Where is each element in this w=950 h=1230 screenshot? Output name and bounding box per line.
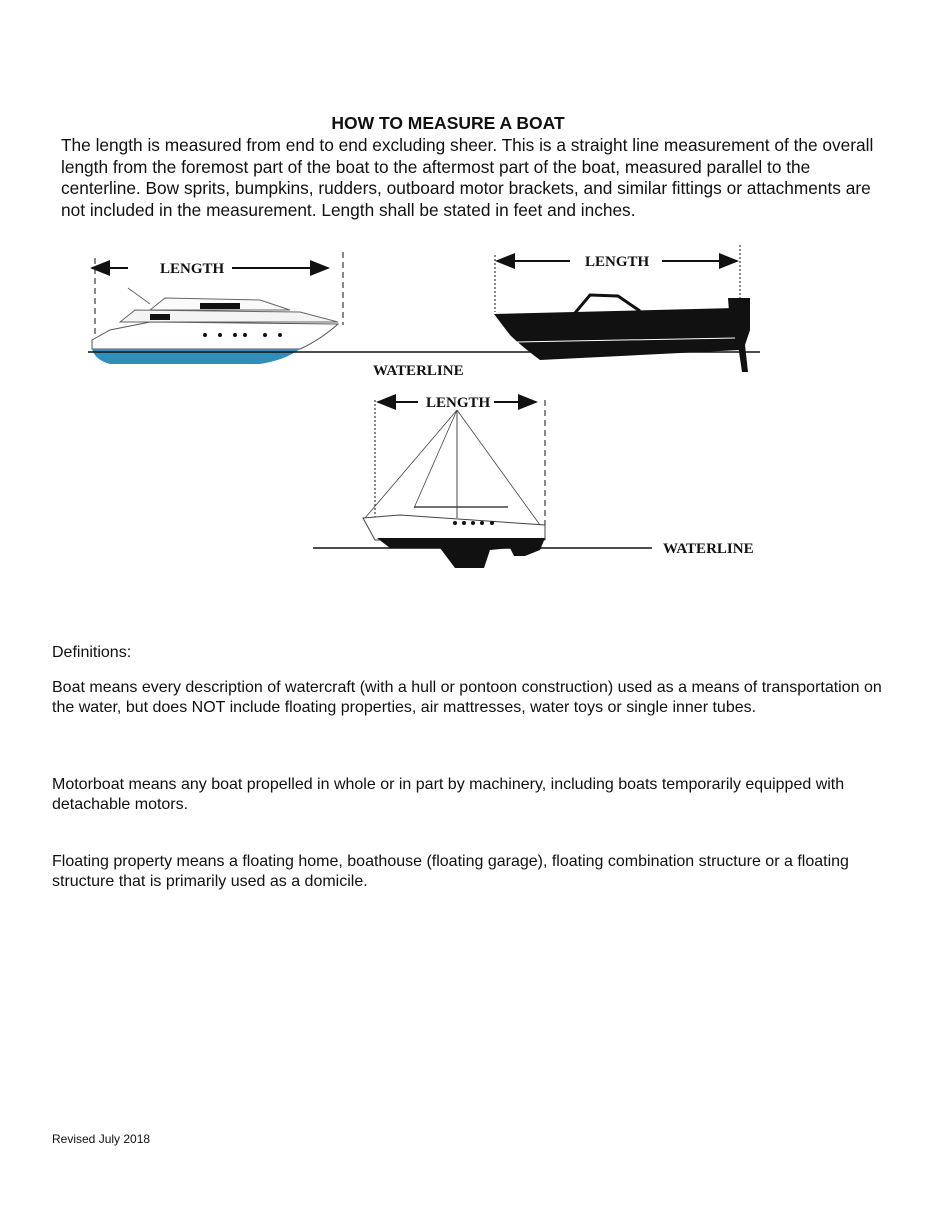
motorboat-length-label: LENGTH	[585, 254, 650, 270]
sailboat-illustration	[363, 395, 545, 568]
revision-note: Revised July 2018	[52, 1132, 151, 1146]
intro-paragraph: The length is measured from end to end excluding sheer. This is a straight line measurement of the overall length from the foremost part of the boat to the aftermost part of the boat, measured parallel to the centerline. Bow sprits, bumpkins, rudders, outboard motor brackets, and similar fittings or attachments are not included in the measurement. Length shall be stated in feet and inches.	[61, 135, 874, 221]
definitions-heading: Definitions:	[52, 644, 132, 661]
waterline-label: WATERLINE	[373, 363, 464, 379]
yacht-illustration	[92, 252, 343, 364]
definition-boat: Boat means every description of watercraft (with a hull or pontoon construction) used as a means of transportation on the water, but does NOT include floating properties, air mattresses, water toys or single inner tubes.	[52, 679, 882, 716]
motorboat-illustration	[494, 245, 750, 372]
waterline-label: WATERLINE	[663, 541, 754, 557]
page-title: HOW TO MEASURE A BOAT	[331, 113, 565, 133]
definition-motorboat: Motorboat means any boat propelled in whole or in part by machinery, including boats temporarily equipped with detachable motors.	[52, 776, 845, 813]
yacht-length-label: LENGTH	[160, 261, 225, 277]
sailboat-length-label: LENGTH	[426, 395, 491, 411]
definition-floating-property: Floating property means a floating home, boathouse (floating garage), floating combination structure or a floating structure that is primarily used as a domicile.	[52, 853, 849, 890]
